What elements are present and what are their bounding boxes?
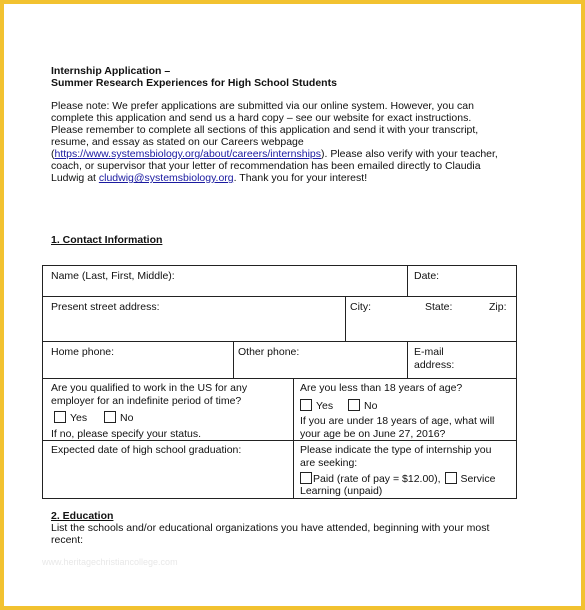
internship-type-options <box>300 472 495 486</box>
work-yes-checkbox[interactable] <box>54 411 66 423</box>
col-divider <box>293 378 294 498</box>
type-question-line-2: are seeking: <box>300 456 358 469</box>
age-no-checkbox[interactable] <box>348 399 360 411</box>
internship-type-question <box>300 444 491 469</box>
col-divider <box>345 296 346 341</box>
age-question: Are you less than 18 years of age? <box>300 382 463 394</box>
note-text: ). Please also verify with your teacher, <box>321 148 498 160</box>
note-line <box>51 148 498 161</box>
row-divider <box>43 378 516 379</box>
age-yes-label: Yes <box>316 400 334 412</box>
note-text: . Thank you for your interest! <box>233 172 368 184</box>
paid-checkbox[interactable] <box>300 472 312 484</box>
section-2-heading: 2. Education <box>51 510 114 522</box>
work-no-checkbox[interactable] <box>104 411 116 423</box>
work-eligibility-question <box>51 382 247 407</box>
section-1-heading: 1. Contact Information <box>51 234 163 246</box>
name-field-label: Name (Last, First, Middle): <box>51 270 175 282</box>
work-status-note: If no, please specify your status. <box>51 428 201 440</box>
email-field-label <box>414 346 454 371</box>
service-learning-checkbox[interactable] <box>445 472 457 484</box>
state-field-label: State: <box>425 301 453 313</box>
work-yes-option[interactable] <box>54 411 87 425</box>
type-question-line-1: Please indicate the type of internship you <box>300 444 492 456</box>
graduation-date-label: Expected date of high school graduation: <box>51 444 242 456</box>
row-divider <box>43 296 516 297</box>
age-note-line-2: your age be on June 27, 2016? <box>300 427 446 440</box>
title-line-1: Internship Application – <box>51 65 171 77</box>
title-line-2: Summer Research Experiences for High School Students <box>51 77 337 89</box>
work-no-option[interactable] <box>104 411 133 425</box>
note-text: Ludwig at <box>51 172 99 184</box>
note-line: resume, and essay as stated on our Careers webpage <box>51 136 304 148</box>
zip-field-label: Zip: <box>489 301 507 313</box>
col-divider <box>233 341 234 378</box>
age-note-line-1: If you are under 18 years of age, what will <box>300 415 495 427</box>
paid-label: Paid (rate of pay = $12.00), <box>313 473 441 485</box>
contact-form-table <box>42 265 517 499</box>
note-line: coach, or supervisor that your letter of recommendation has been emailed directly to Claudia <box>51 160 481 172</box>
work-no-label: No <box>120 412 134 424</box>
date-field-label: Date: <box>414 270 440 282</box>
note-line: Please remember to complete all sections of this application and send it with your transcript, <box>51 124 479 136</box>
work-question-line-1: Are you qualified to work in the US for any <box>51 382 248 394</box>
city-field-label: City: <box>350 301 371 313</box>
email-label-line-1: E-mail <box>414 346 444 358</box>
watermark: www.heritagechristiancollege.com <box>42 557 178 567</box>
home-phone-label: Home phone: <box>51 346 115 358</box>
age-no-label: No <box>364 400 378 412</box>
note-text: ( <box>51 148 55 160</box>
note-line: complete this application and send us a hard copy – see our website for exact instructions. <box>51 112 472 124</box>
row-divider <box>43 341 516 342</box>
note-line: Please note: We prefer applications are submitted via our online system. However, you can <box>51 100 474 112</box>
service-learning-label: Learning (unpaid) <box>300 485 383 497</box>
education-instruction: recent: <box>51 534 84 546</box>
careers-link[interactable]: https://www.systemsbiology.org/about/careers/internships <box>54 148 322 160</box>
work-yes-label: Yes <box>70 412 88 424</box>
education-instruction: List the schools and/or educational organizations you have attended, beginning with your most <box>51 522 490 534</box>
age-yes-checkbox[interactable] <box>300 399 312 411</box>
document-page <box>4 4 581 606</box>
age-yes-option[interactable] <box>300 399 333 413</box>
email-link[interactable]: cludwig@systemsbiology.org <box>98 172 234 184</box>
email-label-line-2: address: <box>414 358 455 371</box>
other-phone-label: Other phone: <box>238 346 300 358</box>
note-line <box>51 172 367 185</box>
col-divider <box>407 266 408 296</box>
col-divider <box>407 341 408 378</box>
age-note <box>300 415 494 440</box>
age-no-option[interactable] <box>348 399 377 413</box>
work-question-line-2: employer for an indefinite period of time? <box>51 394 242 407</box>
service-label: Service <box>460 473 496 485</box>
street-field-label: Present street address: <box>51 301 160 313</box>
